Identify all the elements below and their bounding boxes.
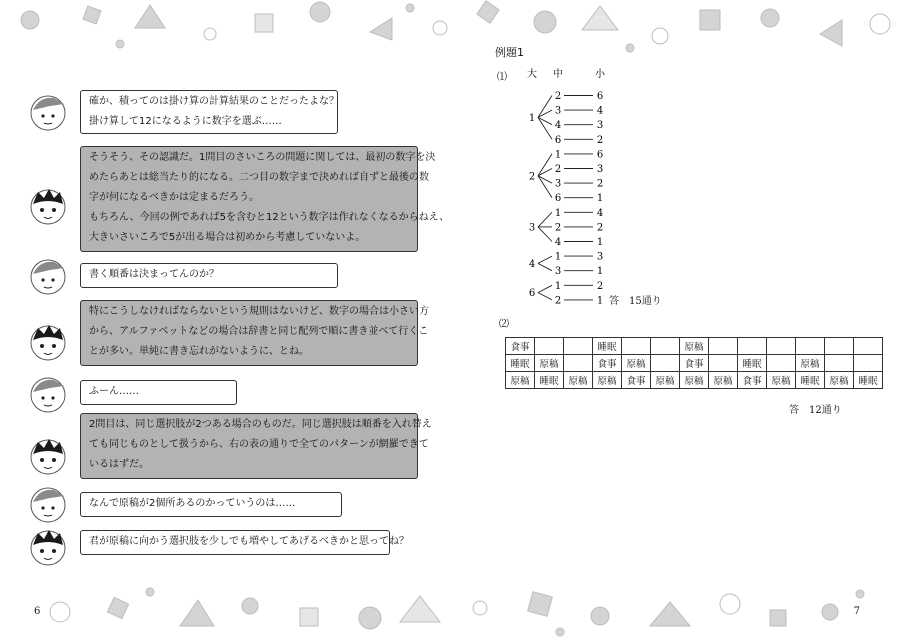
dialogue-line: めたらあとは総当たり的になる。二つ目の数字まで決めれば自ずと最後の数 bbox=[89, 172, 429, 183]
dialogue-line: 字が何になるべきかは定まるだろう。 bbox=[89, 192, 259, 203]
page-number-left: 6 bbox=[34, 606, 41, 617]
tree-middle-value: 2 bbox=[554, 164, 562, 175]
table-cell bbox=[738, 338, 767, 355]
table-cell bbox=[622, 338, 651, 355]
part-1-label: ⑴ bbox=[497, 72, 507, 83]
tree-middle-value: 1 bbox=[554, 149, 562, 161]
table-cell bbox=[854, 338, 883, 355]
dialogue-line: 掛け算して12になるように数字を選ぶ…… bbox=[89, 116, 282, 127]
dialogue-line: 書く順番は決まってんのか？ bbox=[89, 269, 219, 280]
speech-bubble-boy bbox=[80, 530, 409, 555]
tree-small-value: 6 bbox=[596, 91, 604, 102]
table-cell: 睡眠 bbox=[535, 372, 564, 389]
table-cell: 原稿 bbox=[767, 372, 796, 389]
tree-header: 小 bbox=[595, 69, 605, 80]
tree-middle-value: 6 bbox=[554, 134, 562, 146]
tree-middle-value: 2 bbox=[554, 91, 562, 102]
decorative-pattern-bottom bbox=[0, 582, 900, 638]
speech-bubble-girl bbox=[80, 90, 338, 134]
table-cell: 睡眠 bbox=[593, 338, 622, 355]
tree-middle-value: 4 bbox=[554, 237, 562, 248]
table-row bbox=[506, 338, 883, 355]
dialogue-line: とが多い。単純に書き忘れがないように、とね。 bbox=[89, 346, 309, 357]
tree-edge bbox=[538, 293, 552, 300]
table-cell bbox=[854, 355, 883, 372]
table-cell: 睡眠 bbox=[796, 372, 825, 389]
speech-bubble-boy bbox=[80, 146, 450, 252]
table-cell: 食事 bbox=[738, 372, 767, 389]
tree-middle-value: 3 bbox=[554, 178, 562, 190]
dialogue-line: 2問目は、同じ選択肢が2つある場合のものだ。同じ選択肢は順番を入れ替え bbox=[89, 419, 432, 430]
tree-edge bbox=[538, 256, 552, 263]
tree-middle-value: 2 bbox=[554, 295, 562, 307]
table-cell: 原稿 bbox=[622, 355, 651, 372]
tree-header: 大 bbox=[527, 69, 537, 80]
table-cell: 原稿 bbox=[709, 372, 738, 389]
table-row bbox=[506, 372, 883, 389]
tree-edge bbox=[538, 285, 552, 292]
tree-small-value: 3 bbox=[596, 120, 604, 132]
table-cell: 原稿 bbox=[506, 372, 535, 389]
combination-table bbox=[505, 337, 883, 389]
speech-bubble-girl bbox=[80, 380, 237, 405]
boy-avatar bbox=[28, 322, 68, 362]
table-cell bbox=[767, 355, 796, 372]
table-cell: 食事 bbox=[680, 355, 709, 372]
tree-small-value: 4 bbox=[596, 207, 604, 219]
table-cell: 原稿 bbox=[651, 372, 680, 389]
girl-avatar bbox=[28, 256, 68, 296]
table-cell bbox=[651, 338, 680, 355]
tree-middle-value: 6 bbox=[554, 193, 562, 205]
tree-large-value: 2 bbox=[528, 171, 536, 183]
tree-small-value: 3 bbox=[596, 251, 604, 263]
tree-small-value: 1 bbox=[596, 193, 604, 205]
table-cell: 原稿 bbox=[680, 338, 709, 355]
table-cell: 食事 bbox=[506, 338, 535, 355]
table-cell: 食事 bbox=[593, 355, 622, 372]
tree-middle-value: 1 bbox=[554, 280, 562, 292]
tree-middle-value: 3 bbox=[554, 105, 562, 117]
tree-small-value: 2 bbox=[596, 222, 604, 234]
table-cell: 睡眠 bbox=[738, 355, 767, 372]
tree-middle-value: 4 bbox=[554, 120, 562, 132]
part-2-answer: 答 12通り bbox=[789, 405, 842, 416]
boy-avatar bbox=[28, 436, 68, 476]
tree-small-value: 1 bbox=[596, 237, 604, 248]
dialogue-line: ても同じものとして扱うから、右の表の通りで全てのパターンが網羅できて bbox=[89, 439, 429, 450]
table-cell: 睡眠 bbox=[506, 355, 535, 372]
table-cell bbox=[535, 338, 564, 355]
table-cell bbox=[825, 338, 854, 355]
table-cell bbox=[709, 355, 738, 372]
speech-bubble-girl bbox=[80, 492, 342, 517]
speech-bubble-boy bbox=[80, 413, 432, 479]
dialogue-line: から、アルファベットなどの場合は辞書と同じ配列で順に書き並べて行くこ bbox=[89, 326, 429, 337]
dialogue-line: もちろん、今回の例であれば5を含むと12という数字は作れなくなるからねえ、 bbox=[89, 212, 450, 223]
table-cell: 原稿 bbox=[680, 372, 709, 389]
table-cell bbox=[767, 338, 796, 355]
tree-large-value: 6 bbox=[528, 288, 536, 300]
tree-header: 中 bbox=[553, 69, 563, 80]
dialogue-line: いるはずだ。 bbox=[89, 459, 149, 470]
table-cell: 原稿 bbox=[593, 372, 622, 389]
tree-small-value: 3 bbox=[596, 164, 604, 175]
table-cell: 原稿 bbox=[825, 372, 854, 389]
decorative-pattern-top bbox=[0, 0, 900, 58]
table-cell bbox=[796, 338, 825, 355]
table-cell bbox=[709, 338, 738, 355]
table-cell: 原稿 bbox=[796, 355, 825, 372]
tree-small-value: 1 bbox=[596, 295, 604, 307]
table-row bbox=[506, 355, 883, 372]
tree-middle-value: 3 bbox=[554, 266, 562, 278]
dialogue-line: ふーん…… bbox=[89, 386, 139, 397]
dialogue-line: 特にこうしなければならないという規則はないけど、数字の場合は小さい方 bbox=[89, 306, 429, 317]
part-2-label: ⑵ bbox=[499, 319, 509, 330]
tree-large-value: 3 bbox=[528, 222, 536, 234]
tree-diagram bbox=[500, 64, 680, 314]
table-cell: 食事 bbox=[622, 372, 651, 389]
table-cell bbox=[564, 355, 593, 372]
tree-small-value: 4 bbox=[596, 105, 604, 117]
tree-small-value: 2 bbox=[596, 280, 604, 292]
speech-bubble-girl bbox=[80, 263, 338, 288]
table-cell: 睡眠 bbox=[854, 372, 883, 389]
tree-large-value: 1 bbox=[528, 112, 536, 124]
example-title: 例題1 bbox=[495, 46, 524, 59]
tree-small-value: 1 bbox=[596, 266, 604, 278]
table-cell bbox=[564, 338, 593, 355]
tree-small-value: 2 bbox=[596, 134, 604, 146]
dialogue-line: 君が原稿に向かう選択肢を少しでも増やしてあげるべきかと思ってね？ bbox=[89, 536, 409, 547]
tree-small-value: 6 bbox=[596, 149, 604, 161]
table-cell bbox=[825, 355, 854, 372]
tree-large-value: 4 bbox=[528, 258, 536, 270]
boy-avatar bbox=[28, 527, 68, 567]
tree-edge bbox=[538, 212, 552, 227]
tree-edge bbox=[538, 227, 552, 242]
tree-middle-value: 2 bbox=[554, 222, 562, 234]
girl-avatar bbox=[28, 92, 68, 132]
tree-middle-value: 1 bbox=[554, 207, 562, 219]
speech-bubble-boy bbox=[80, 300, 429, 366]
tree-edge bbox=[538, 263, 552, 270]
dialogue-line: 大きいさいころで5が出る場合は初めから考慮していないよ。 bbox=[89, 232, 366, 243]
dialogue-line: そうそう、その認識だ。1問目のさいころの問題に関しては、最初の数字を決 bbox=[89, 152, 436, 163]
boy-avatar bbox=[28, 186, 68, 226]
page-number-right: 7 bbox=[853, 606, 860, 617]
part-1-answer: 答 15通り bbox=[609, 296, 662, 307]
tree-small-value: 2 bbox=[596, 178, 604, 190]
girl-avatar bbox=[28, 374, 68, 414]
table-cell: 原稿 bbox=[535, 355, 564, 372]
dialogue-line: なんで原稿が2個所あるのかっていうのは…… bbox=[89, 498, 296, 509]
dialogue-line: 確か、積ってのは掛け算の計算結果のことだったよな？ bbox=[89, 96, 339, 107]
table-cell: 原稿 bbox=[564, 372, 593, 389]
table-cell bbox=[651, 355, 680, 372]
girl-avatar bbox=[28, 484, 68, 524]
tree-middle-value: 1 bbox=[554, 251, 562, 263]
